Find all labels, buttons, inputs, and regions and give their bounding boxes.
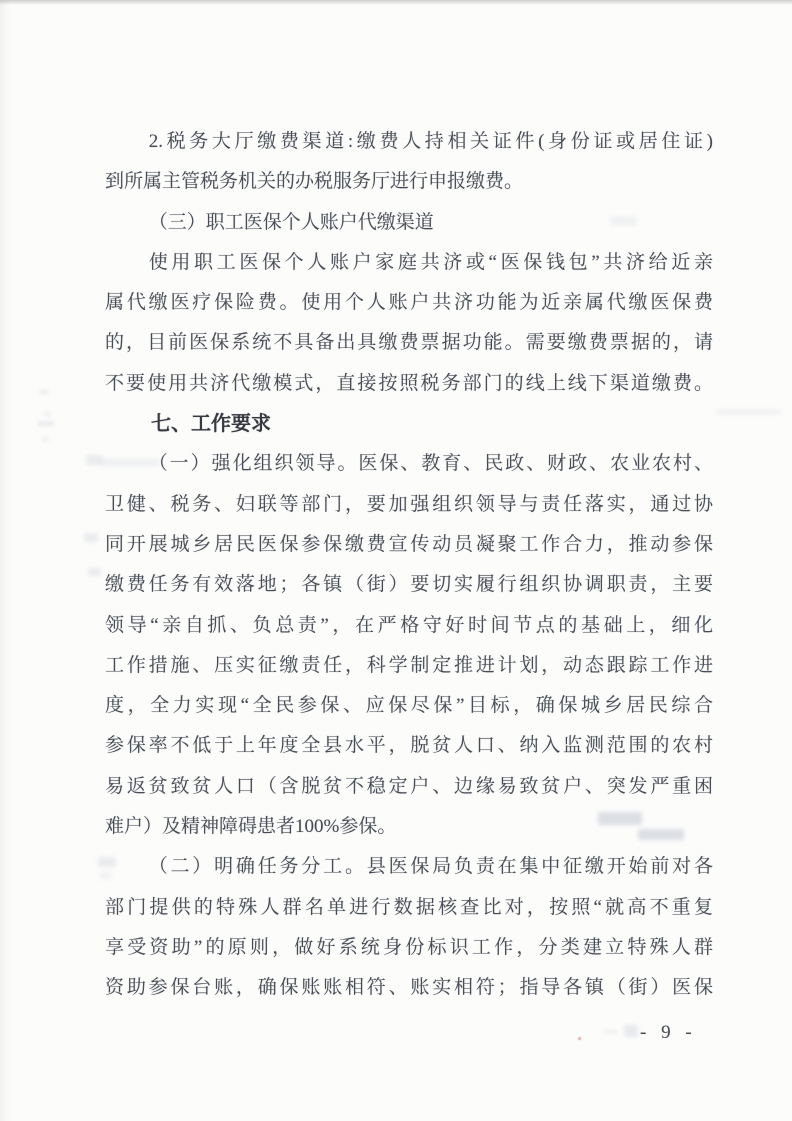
document-line: 属代缴医疗保险费。使用个人账户共济功能为近亲属代缴医保费 bbox=[105, 292, 713, 314]
bleed-artifact bbox=[40, 390, 48, 394]
document-line: 难户）及精神障碍患者100%参保。 bbox=[105, 816, 397, 838]
bleed-artifact bbox=[716, 410, 782, 414]
document-line: 的，目前医保系统不具备出具缴费票据功能。需要缴费票据的，请 bbox=[105, 332, 713, 354]
bleed-artifact bbox=[44, 412, 51, 416]
bleed-artifact bbox=[84, 533, 98, 542]
bleed-artifact bbox=[88, 568, 101, 576]
document-line: 领导“亲自抓、负总责”，在严格守好时间节点的基础上，细化 bbox=[105, 614, 713, 636]
scan-edge bbox=[0, 0, 792, 5]
document-line: 易返贫致贫人口（含脱贫不稳定户、边缘易致贫户、突发严重困 bbox=[105, 775, 713, 797]
document-line: 资助参保台账，确保账账相符、账实相符；指导各镇（街）医保 bbox=[105, 977, 713, 999]
document-line: （二）明确任务分工。县医保局负责在集中征缴开始前对各 bbox=[148, 856, 713, 878]
bleed-artifact bbox=[86, 455, 102, 465]
document-line: 参保率不低于上年度全县水平，脱贫人口、纳入监测范围的农村 bbox=[105, 735, 713, 757]
page-number: - 9 - bbox=[640, 1022, 697, 1043]
document-line: 到所属主管税务机关的办税服务厅进行申报缴费。 bbox=[105, 171, 524, 193]
document-line: 度，全力实现“全民参保、应保尽保”目标，确保城乡居民综合 bbox=[105, 695, 713, 717]
document-line: 缴费任务有效落地；各镇（街）要切实履行组织协调职责，主要 bbox=[105, 574, 713, 596]
document-line: 部门提供的特殊人群名单进行数据核查比对，按照“就高不重复 bbox=[105, 896, 713, 918]
document-body bbox=[105, 122, 713, 1009]
section-heading: 七、工作要求 bbox=[151, 413, 271, 436]
bleed-artifact bbox=[624, 1025, 638, 1037]
document-line: （一）强化组织领导。医保、教育、民政、财政、农业农村、 bbox=[148, 453, 713, 475]
bleed-artifact bbox=[38, 422, 54, 425]
document-line: 同开展城乡居民医保参保缴费宣传动员凝聚工作合力，推动参保 bbox=[105, 533, 713, 555]
bleed-artifact bbox=[42, 437, 49, 441]
document-line: 工作措施、压实征缴责任，科学制定推进计划，动态跟踪工作进 bbox=[105, 654, 713, 676]
document-line: 卫健、税务、妇联等部门，要加强组织领导与责任落实，通过协 bbox=[105, 493, 713, 515]
bleed-artifact bbox=[578, 1037, 581, 1040]
document-line: （三）职工医保个人账户代缴渠道 bbox=[148, 211, 434, 233]
bleed-artifact bbox=[604, 1030, 618, 1033]
document-line: 使用职工医保个人账户家庭共济或“医保钱包”共济给近亲 bbox=[148, 251, 713, 273]
document-line: 2.税务大厅缴费渠道:缴费人持相关证件(身份证或居住证) bbox=[148, 131, 713, 152]
document-line: 不要使用共济代缴模式，直接按照税务部门的线上线下渠道缴费。 bbox=[105, 372, 713, 394]
scan-edge bbox=[0, 0, 10, 1121]
document-line: 享受资助”的原则，做好系统身份标识工作，分类建立特殊人群 bbox=[105, 936, 713, 958]
